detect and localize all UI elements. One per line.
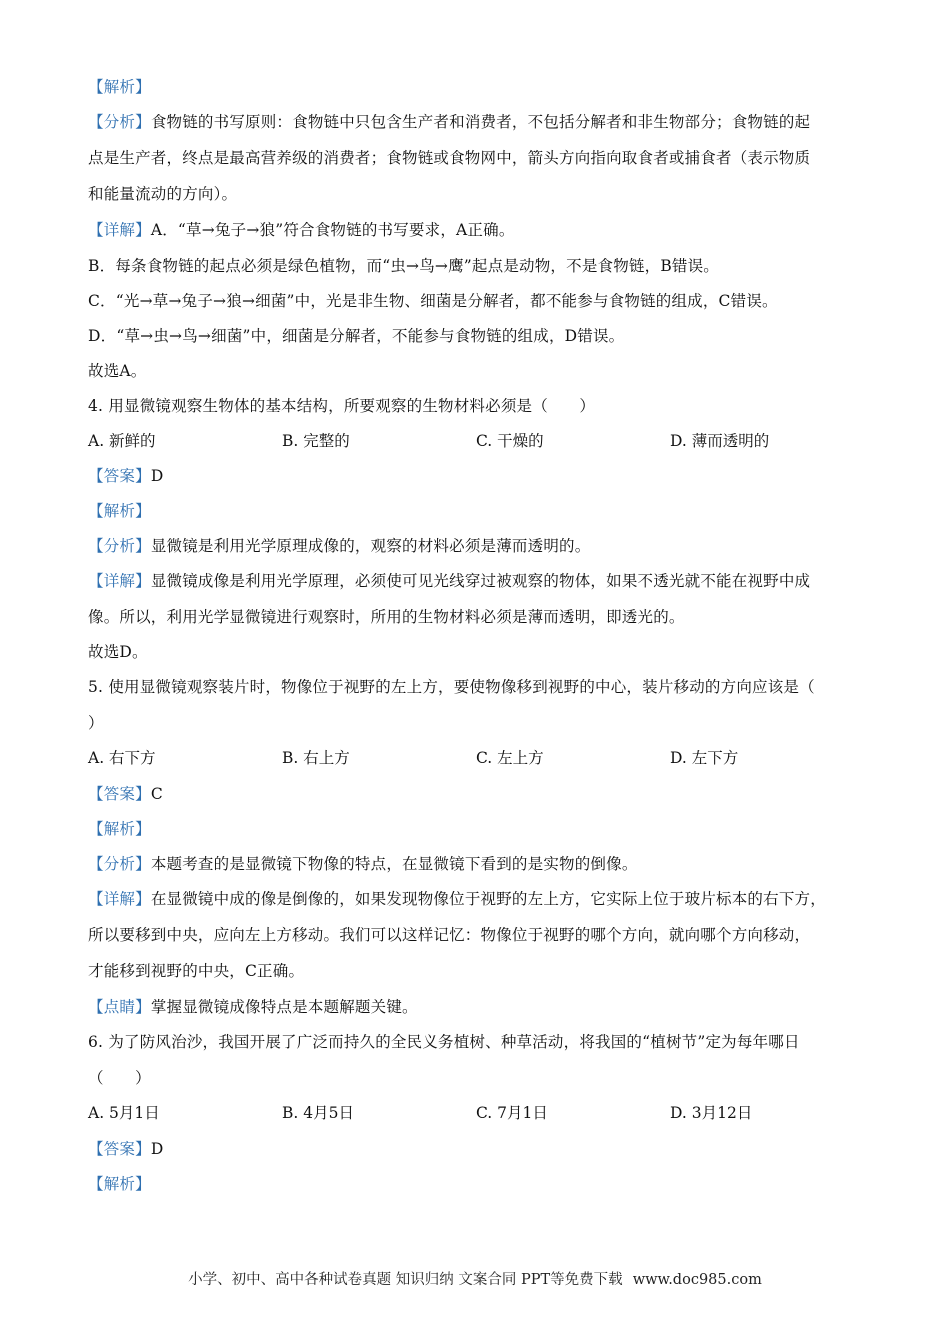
q4-conclusion: 故选D。 (88, 643, 148, 661)
q6-answer: D (150, 1140, 164, 1158)
q4-jiexi-tag: 【解析】 (88, 502, 151, 520)
q5-stem-line-2: ） (88, 714, 104, 732)
q4-option-b: B. 完整的 (282, 432, 350, 450)
q3-fenxi-text-1: 食物链的书写原则：食物链中只包含生产者和消费者，不包括分解者和非生物部分；食物链的起 (150, 113, 811, 131)
q6-answer-line (88, 1139, 163, 1159)
q3-conclusion: 故选A。 (88, 362, 147, 380)
q6-stem-line-2: （ ） (88, 1069, 151, 1087)
q4-option-c: C. 干燥的 (476, 432, 544, 450)
q5-xiangjie-tag: 【详解】 (88, 890, 151, 908)
q4-fenxi-tag: 【分析】 (88, 537, 151, 555)
q5-stem-line-1: 5. 使用显微镜观察装片时，物像位于视野的左上方，要使物像移到视野的中心，装片移动的方向应该是（ (88, 678, 815, 696)
q4-option-a: A. 新鲜的 (88, 432, 156, 450)
q5-fenxi-tag: 【分析】 (88, 855, 151, 873)
q6-answer-tag: 【答案】 (88, 1140, 151, 1158)
q3-jiexi-tag: 【解析】 (88, 78, 151, 96)
q6-option-c: C. 7月1日 (476, 1104, 548, 1122)
q3-xiangjie-text-1: A．“草→兔子→狼”符合食物链的书写要求，A正确。 (150, 221, 515, 239)
q4-xiangjie-line-2: 像。所以，利用光学显微镜进行观察时，所用的生物材料必须是薄而透明，即透光的。 (88, 608, 685, 626)
q4-option-d: D. 薄而透明的 (670, 432, 770, 450)
q4-fenxi-text: 显微镜是利用光学原理成像的，观察的材料必须是薄而透明的。 (150, 537, 591, 555)
q6-option-a: A. 5月1日 (88, 1104, 160, 1122)
q4-stem: 4. 用显微镜观察生物体的基本结构，所要观察的生物材料必须是（ ） (88, 397, 596, 415)
q5-option-b: B. 右上方 (282, 749, 350, 767)
q5-option-a: A. 右下方 (88, 749, 156, 767)
q5-jiexi-tag: 【解析】 (88, 820, 151, 838)
q5-xiangjie-line-2: 所以要移到中央，应向左上方移动。我们可以这样记忆：物像位于视野的哪个方向，就向哪个方向移动， (88, 926, 811, 944)
q3-fenxi-tag: 【分析】 (88, 113, 151, 131)
q4-answer: D (150, 467, 164, 485)
q4-answer-line (88, 466, 163, 486)
q5-xiangjie-text-1: 在显微镜中成的像是倒像的，如果发现物像位于视野的左上方，它实际上位于玻片标本的右下方， (150, 890, 826, 908)
q6-stem-line-1: 6. 为了防风治沙，我国开展了广泛而持久的全民义务植树、种草活动，将我国的“植树节”定为每年哪日 (88, 1033, 800, 1051)
q3-fenxi-line-1 (88, 112, 810, 132)
q5-answer-tag: 【答案】 (88, 785, 151, 803)
q6-option-b: B. 4月5日 (282, 1104, 354, 1122)
q3-option-c-explanation: C．“光→草→兔子→狼→细菌”中，光是非生物、细菌是分解者，都不能参与食物链的组成，C错误。 (88, 292, 778, 310)
q6-option-d: D. 3月12日 (670, 1104, 753, 1122)
q5-option-d: D. 左下方 (670, 749, 739, 767)
q5-dianjing-line (88, 997, 418, 1017)
q5-xiangjie-line-3: 才能移到视野的中央，C正确。 (88, 962, 305, 980)
footer-site-link[interactable]: www.doc985.com (632, 1272, 762, 1288)
q3-xiangjie-tag: 【详解】 (88, 221, 151, 239)
q5-option-c: C. 左上方 (476, 749, 544, 767)
q3-option-b-explanation: B．每条食物链的起点必须是绿色植物，而“虫→鸟→鹰”起点是动物，不是食物链，B错误。 (88, 257, 720, 275)
q3-fenxi-line-2: 点是生产者，终点是最高营养级的消费者；食物链或食物网中，箭头方向指向取食者或捕食者（表示物质 (88, 149, 811, 167)
q5-answer: C (150, 785, 163, 803)
q4-xiangjie-text-1: 显微镜成像是利用光学原理，必须使可见光线穿过被观察的物体，如果不透光就不能在视野中成 (150, 572, 811, 590)
q3-option-d-explanation: D．“草→虫→鸟→细菌”中，细菌是分解者，不能参与食物链的组成，D错误。 (88, 327, 625, 345)
q3-fenxi-line-3: 和能量流动的方向）。 (88, 185, 238, 203)
q4-xiangjie-tag: 【详解】 (88, 572, 151, 590)
q6-jiexi-tag: 【解析】 (88, 1175, 151, 1193)
footer-text: 小学、初中、高中各种试卷真题 知识归纳 文案合同 PPT等免费下载 (188, 1272, 623, 1288)
page-footer (0, 1270, 950, 1290)
q5-dianjing-tag: 【点睛】 (88, 998, 151, 1016)
q4-fenxi-line (88, 536, 590, 556)
q3-xiangjie-line-1 (88, 220, 515, 240)
q5-fenxi-text: 本题考查的是显微镜下物像的特点，在显微镜下看到的是实物的倒像。 (150, 855, 638, 873)
q4-answer-tag: 【答案】 (88, 467, 151, 485)
q4-xiangjie-line-1 (88, 571, 810, 591)
q5-dianjing-text: 掌握显微镜成像特点是本题解题关键。 (150, 998, 418, 1016)
q5-answer-line (88, 784, 163, 804)
q5-xiangjie-line-1 (88, 889, 826, 909)
q5-fenxi-line (88, 854, 638, 874)
